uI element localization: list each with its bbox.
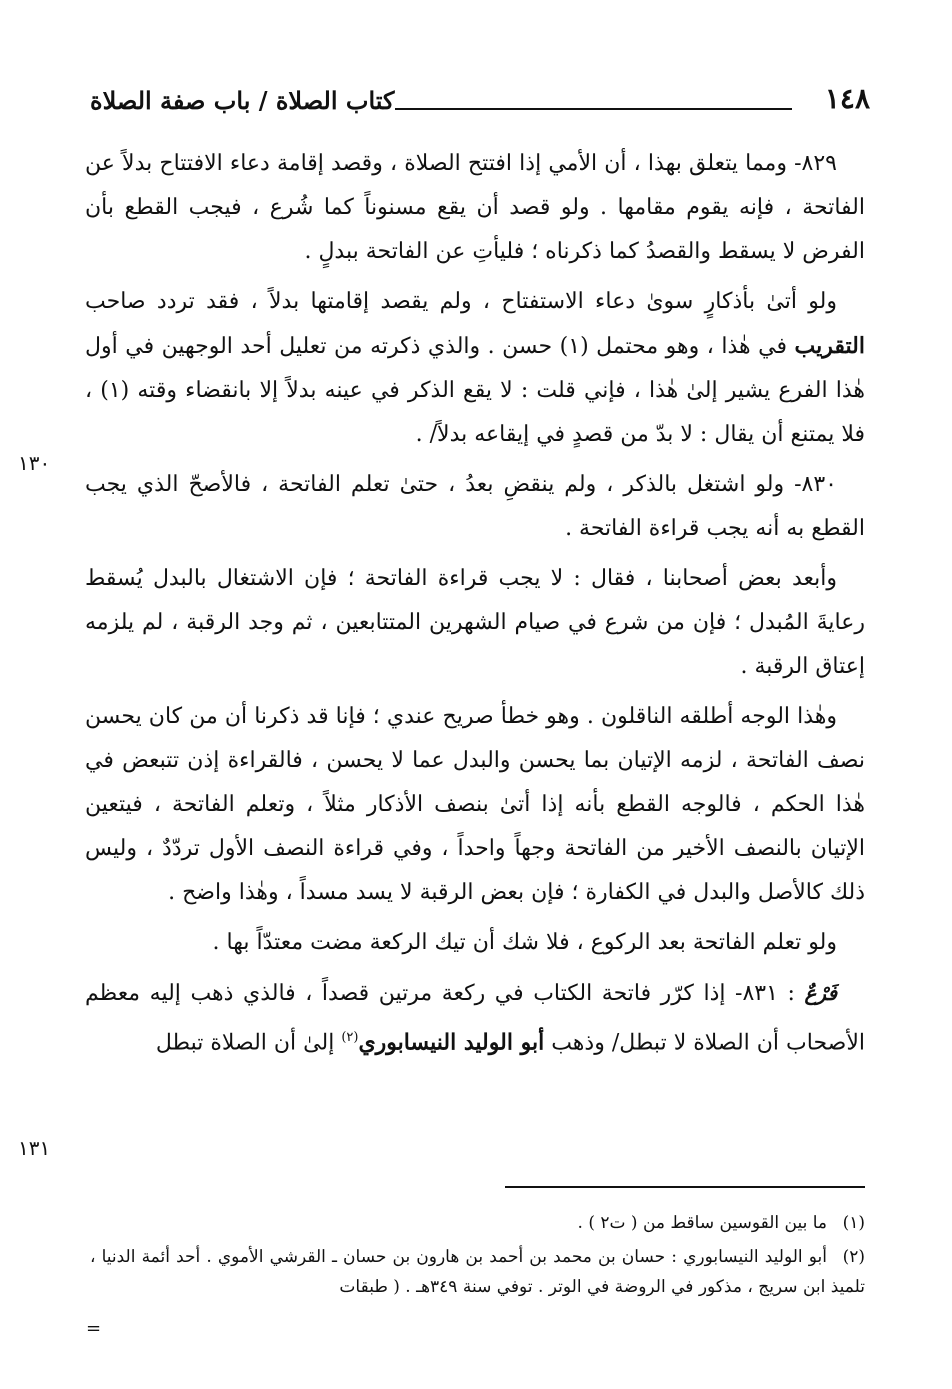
paragraph-text: في هٰذا ، وهو محتمل (١) حسن . والذي ذكرته من تعليل أحد الوجهين في أول هٰذا الفرع يشير إلىٰ هٰذا ، فإني قلت : لا يقع الذكر في عينه بدلاً إلا بانقضاء وقته (١) ، فلا يمتنع أن يقال : لا بدّ من قصدٍ في إيقاعه بدلاً/ . bbox=[85, 334, 865, 447]
footnotes bbox=[90, 1208, 865, 1306]
margin-ref-130: ١٣٠ bbox=[18, 451, 51, 475]
footnote-text: أبو الوليد النيسابوري : حسان بن محمد بن أحمد بن هارون بن حسان ـ القرشي الأموي . أحد أئمة الدنيا ، تلميذ ابن سريج ، مذكور في الروضة في الوتر . توفي سنة ٣٤٩هـ . ( طبقات bbox=[90, 1247, 865, 1297]
paragraph-ashab: وأبعد بعض أصحابنا ، فقال : لا يجب قراءة الفاتحة ؛ فإن الاشتغال بالبدل يُسقط رعايةَ المُبدل ؛ فإن من شرع في صيام الشهرين المتتابعين ، ثم وجد الرقبة ، لم يلزمه إعتاق الرقبة . bbox=[85, 566, 865, 679]
paragraph-text: ولو أتىٰ بأذكارٍ سوىٰ دعاء الاستفتاح ، ولم يقصد إقامتها بدلاً ، فقد تردد صاحب bbox=[85, 289, 837, 314]
paragraph-wajh: وهٰذا الوجه أطلقه الناقلون . وهو خطأ صريح عندي ؛ فإنا قد ذكرنا أن من كان يحسن نصف الفاتحة ، لزمه الإتيان بما يحسن والبدل عما لا يحسن ، فالقراءة إذن تتبعض في هٰذا الحكم ، فالوجه القطع بأنه إذا أتىٰ بنصف الأذكار مثلاً ، وتعلم الفاتحة ، فيتعين الإتيان بالنصف الأخير من الفاتحة وجهاً واحداً ، وفي قراءة النصف الأول تردّدٌ ، وليس ذلك كالأصل والبدل في الكفارة ؛ فإن بعض الرقبة لا يسد مسداً ، وهٰذا واضح . bbox=[85, 704, 865, 905]
paragraph-830: ٨٣٠- ولو اشتغل بالذكر ، ولم ينقضِ بعدُ ، حتىٰ تعلم الفاتحة ، فالأصحّ الذي يجب القطع به أنه يجب قراءة الفاتحة . bbox=[85, 472, 865, 541]
footnote-rule bbox=[505, 1186, 865, 1188]
footnote-number: (٢) bbox=[842, 1247, 865, 1267]
paragraph-829: ٨٢٩- ومما يتعلق بهذا ، أن الأمي إذا افتتح الصلاة ، وقصد إقامة دعاء الافتتاح بدلاً عن الفاتحة ، فإنه يقوم مقامها . ولو قصد أن يقع مسنوناً كما شُرع ، فيجب القطع بأن الفرض لا يسقط والقصدُ كما ذكرناه ؛ فليأتِ عن الفاتحة ببدلٍ . bbox=[85, 151, 865, 264]
person-name: أبو الوليد النيسابوري bbox=[358, 1029, 545, 1056]
book-name-taqrib: التقريب bbox=[794, 333, 865, 359]
margin-ref-131: ١٣١ bbox=[18, 1136, 51, 1160]
footnote-1 bbox=[90, 1208, 865, 1238]
footnote-text: ما بين القوسين ساقط من ( ت٢ ) . bbox=[577, 1213, 827, 1233]
header-rule bbox=[395, 108, 792, 110]
far-label: فَرْعٌ bbox=[804, 981, 837, 1005]
main-text bbox=[85, 142, 865, 1071]
paragraph-ruku: ولو تعلم الفاتحة بعد الركوع ، فلا شك أن تيك الركعة مضت معتدّاً بها . bbox=[212, 930, 837, 955]
paragraph-831 bbox=[85, 971, 865, 1065]
page-number: ١٤٨ bbox=[824, 82, 870, 115]
paragraph-taqrib bbox=[85, 280, 865, 457]
continuation-mark: = bbox=[86, 1318, 102, 1339]
running-title: كتاب الصلاة / باب صفة الصلاة bbox=[90, 86, 395, 115]
footnote-mark: (٢) bbox=[341, 1030, 359, 1045]
paragraph-text: : ٨٣١- إذا كرّر فاتحة الكتاب في ركعة مرتين قصداً ، فالذي ذهب إليه معظم الأصحاب أن الصلاة لا تبطل/ وذهب bbox=[85, 981, 865, 1056]
page-header bbox=[90, 82, 870, 122]
footnote-2 bbox=[90, 1242, 865, 1302]
footnote-number: (١) bbox=[842, 1213, 865, 1233]
paragraph-text: إلىٰ أن الصلاة تبطل bbox=[155, 1030, 342, 1056]
